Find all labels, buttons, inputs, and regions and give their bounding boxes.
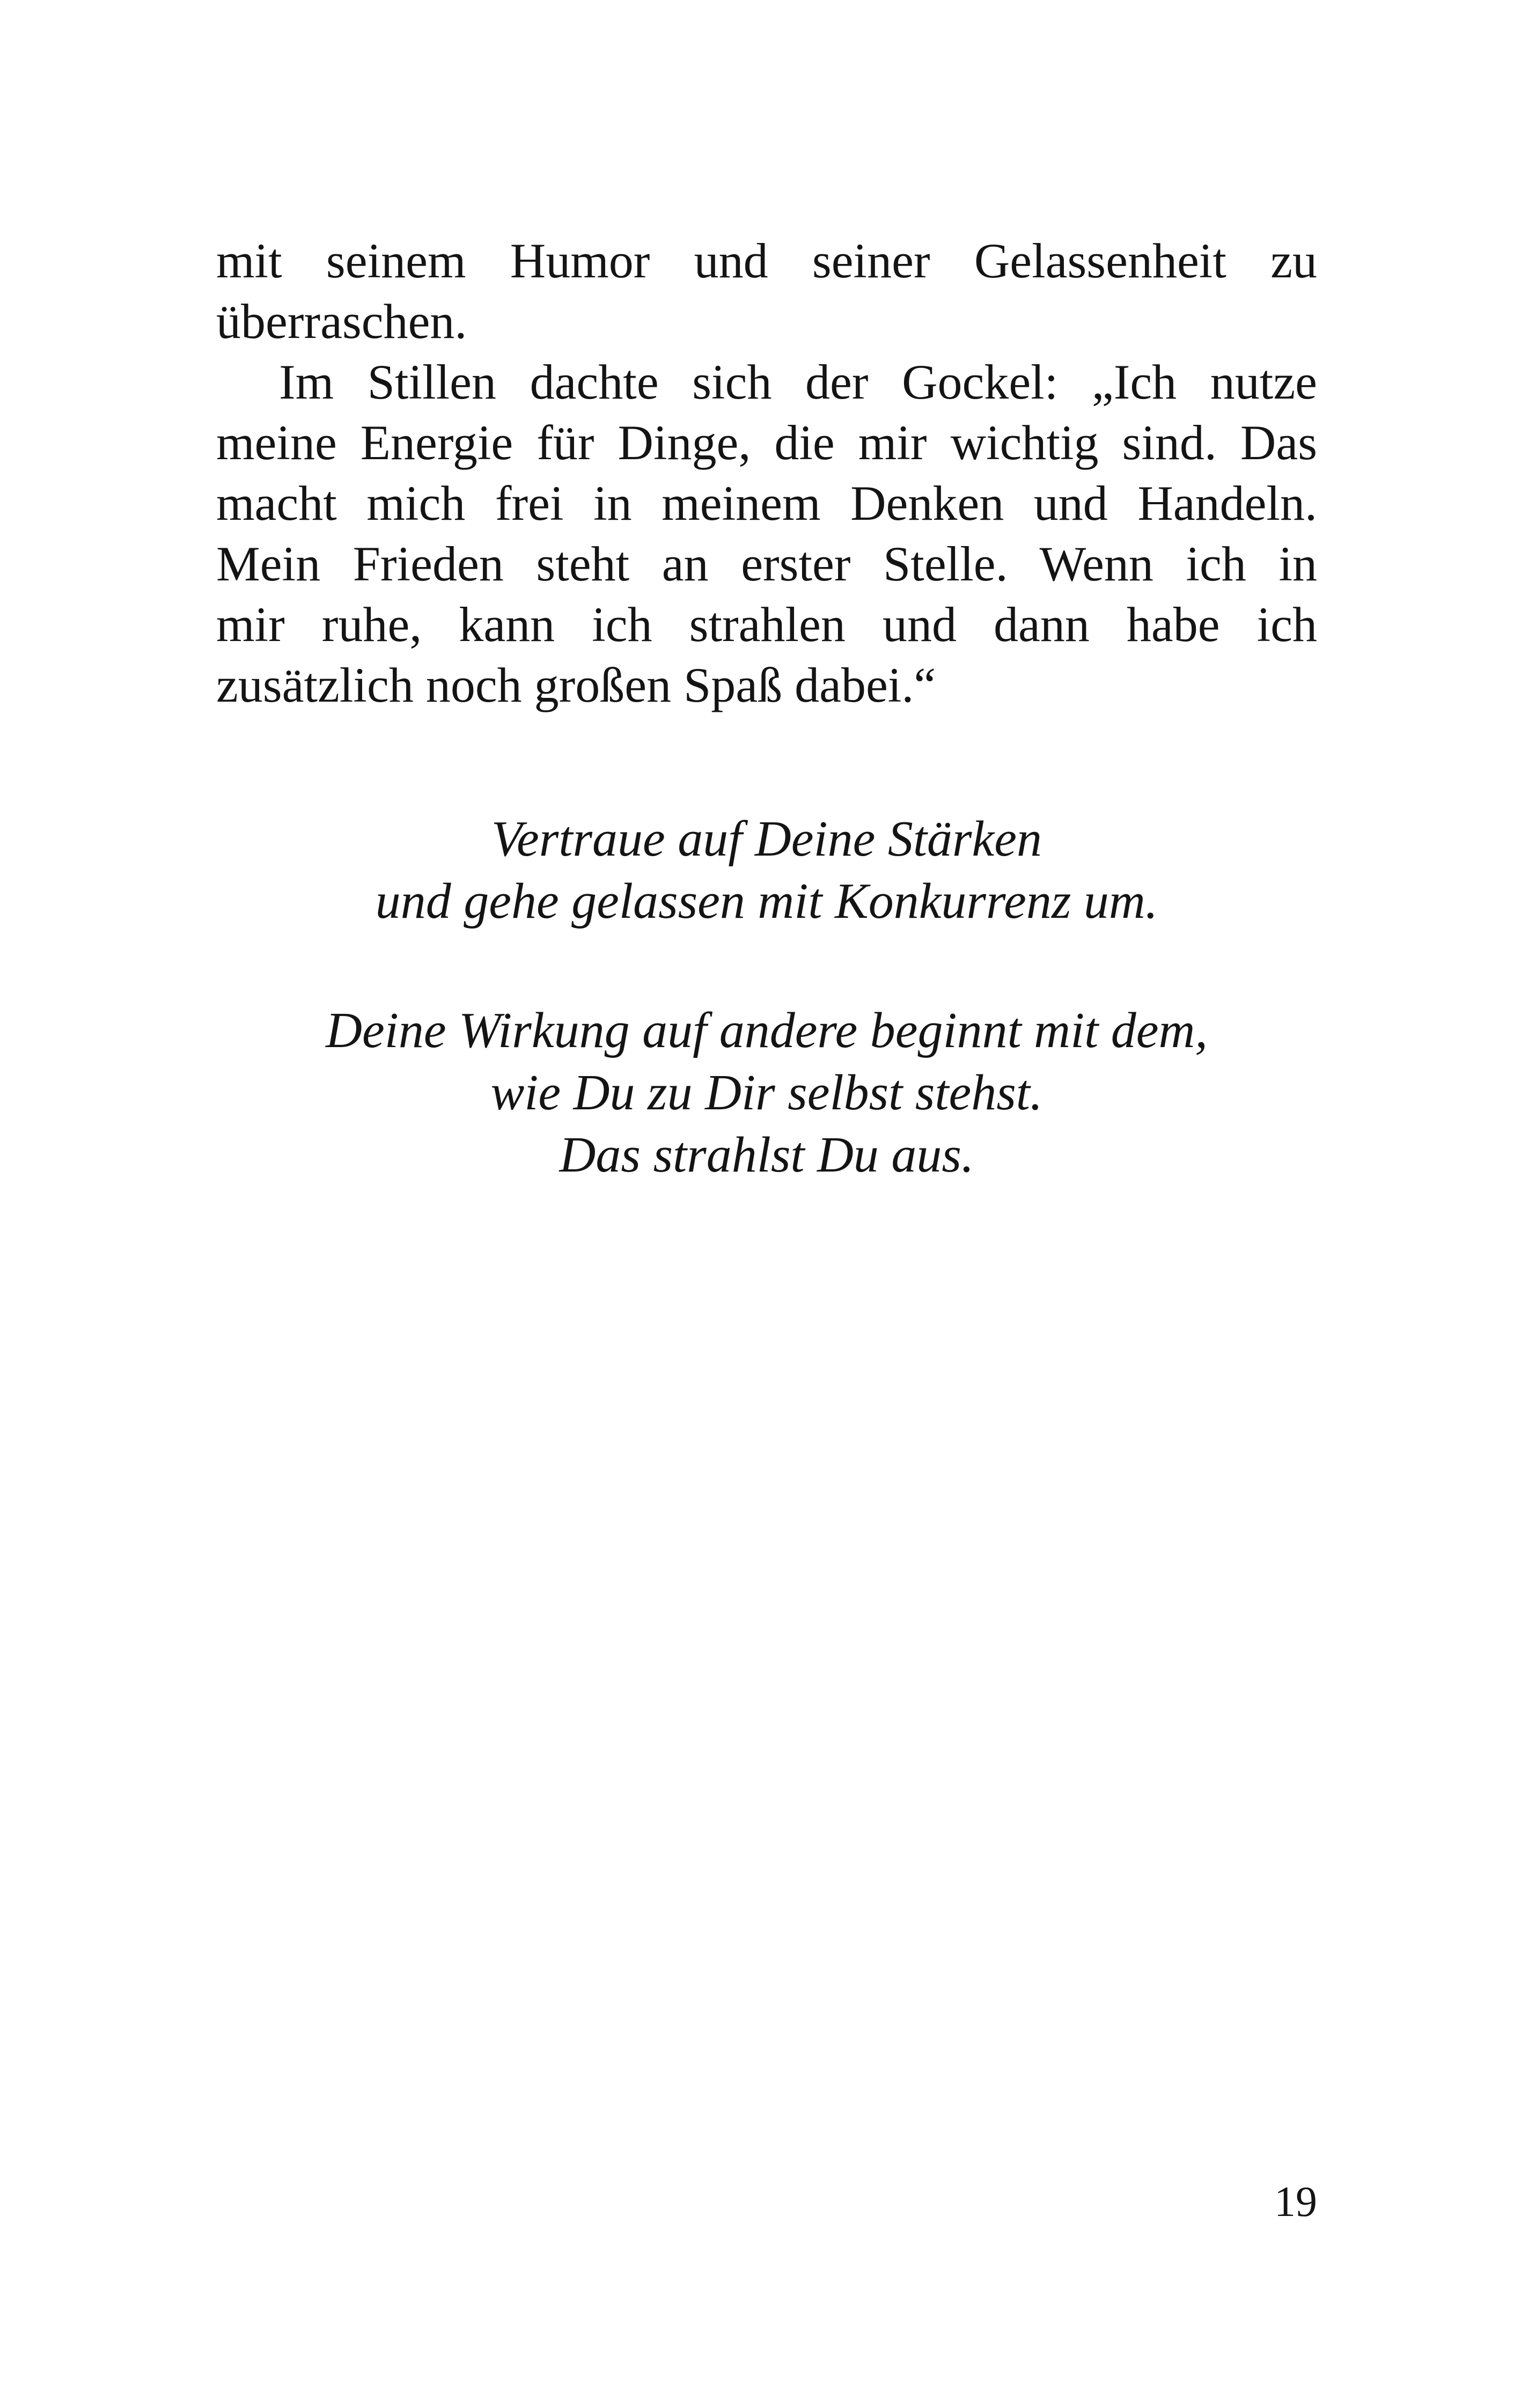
text-line: mir ruhe, kann ich strahlen und dann habe ich (216, 597, 1317, 652)
text-line: meine Energie für Dinge, die mir wichtig sind. Das (216, 415, 1317, 470)
italic-quote-1 (216, 808, 1317, 932)
text-line: mit seinem Humor und seiner Gelassenheit zu (216, 233, 1317, 288)
quote-line: und gehe gelassen mit Konkurrenz um. (375, 873, 1158, 929)
text-line: überraschen. (216, 294, 467, 349)
italic-quote-2 (216, 999, 1317, 1186)
quote-line: wie Du zu Dir selbst stehst. (490, 1065, 1043, 1121)
quote-line: Deine Wirkung auf andere beginnt mit dem, (326, 1003, 1208, 1058)
quote-line: Vertraue auf Deine Stärken (491, 811, 1042, 867)
page-number: 19 (1274, 2178, 1317, 2226)
quote-line: Das strahlst Du aus. (559, 1127, 974, 1183)
body-text (216, 231, 1317, 716)
text-line: Im Stillen dachte sich der Gockel: „Ich nutze (279, 355, 1317, 409)
text-line: Mein Frieden steht an erster Stelle. Wenn ich in (216, 536, 1317, 591)
text-line: macht mich frei in meinem Denken und Handeln. (216, 476, 1317, 531)
text-line: zusätzlich noch großen Spaß dabei.“ (216, 658, 936, 712)
